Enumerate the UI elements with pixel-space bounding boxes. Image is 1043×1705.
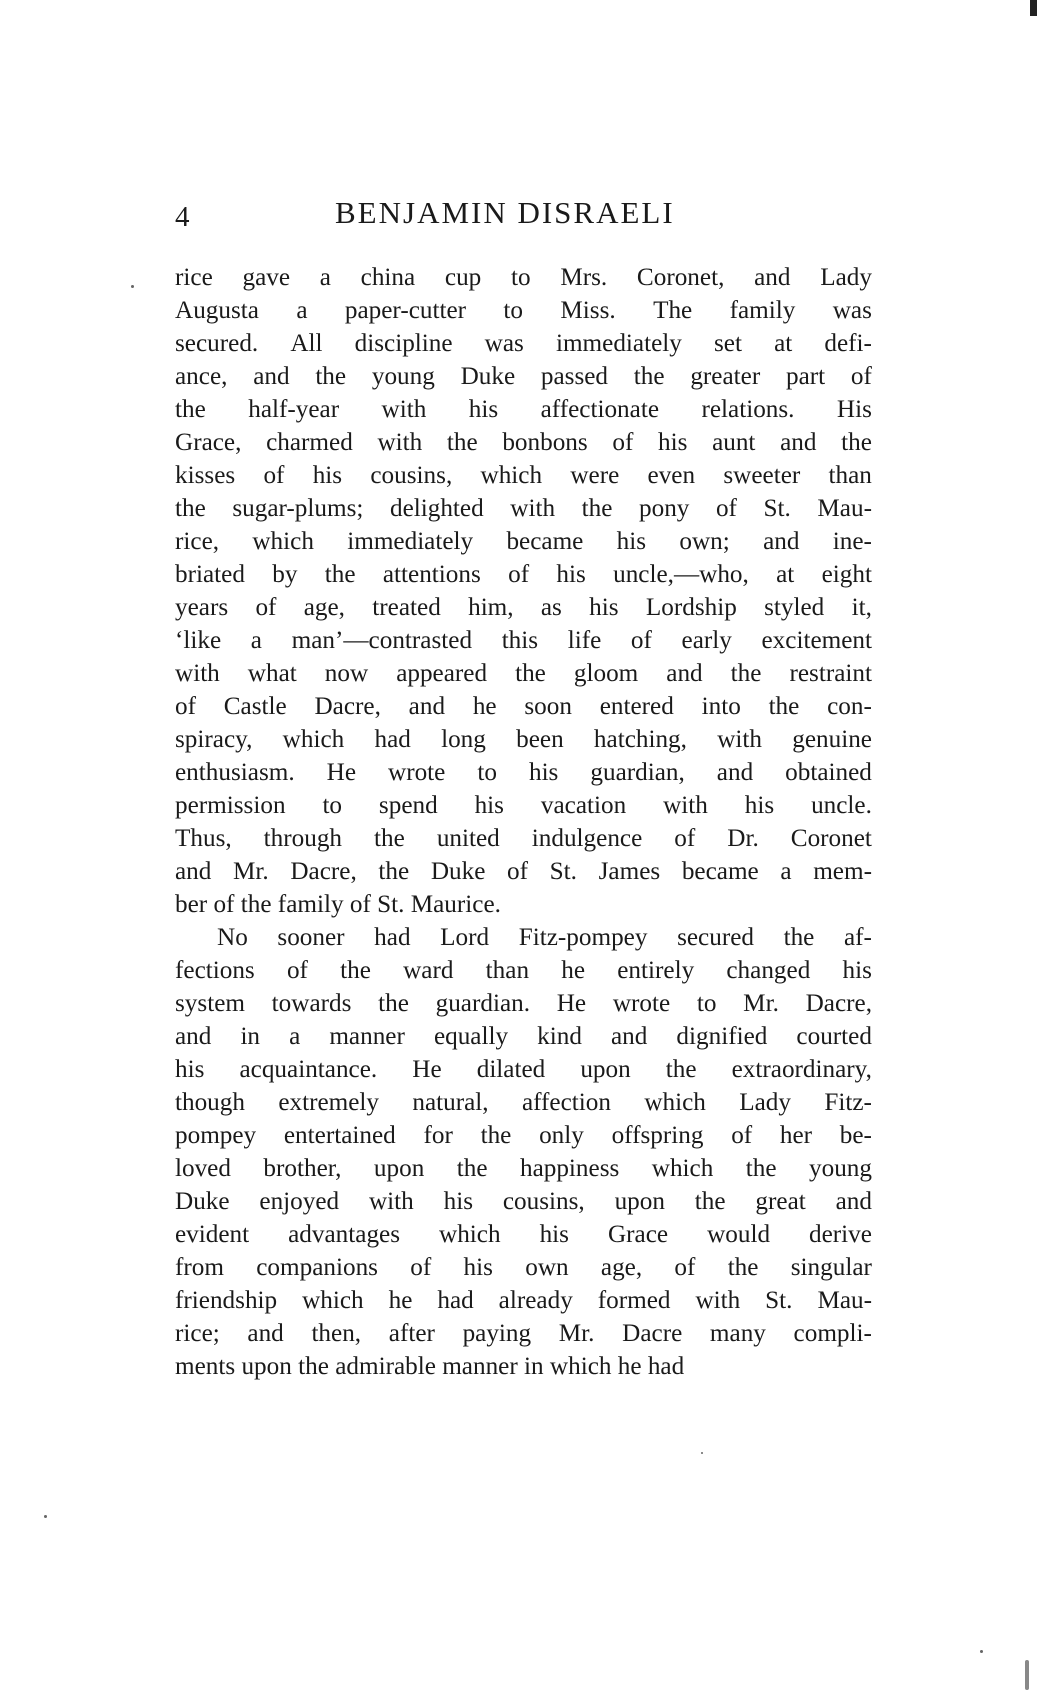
text-line: loved brother, upon the happiness which the young [175,1155,872,1182]
text-line: rice, which immediately became his own; and ine- [175,528,872,555]
text-line: pompey entertained for the only offspring of her be- [175,1122,872,1149]
text-line: secured. All discipline was immediately set at defi- [175,330,872,357]
text-line: ments upon the admirable manner in which he had [175,1353,685,1380]
scan-speck [701,1452,703,1454]
running-title: BENJAMIN DISRAELI [335,195,675,230]
text-line: ‘like a man’—contrasted this life of early excitement [175,627,872,654]
body-text [175,261,872,1383]
text-line: friendship which he had already formed with St. Mau- [175,1287,872,1314]
text-line: Duke enjoyed with his cousins, upon the great and [175,1188,872,1215]
text-line: ance, and the young Duke passed the greater part of [175,363,872,390]
text-line: Augusta a paper-cutter to Miss. The family was [175,297,872,324]
text-line: No sooner had Lord Fitz-pompey secured the af- [217,924,872,951]
text-line: permission to spend his vacation with his uncle. [175,792,872,819]
text-line: though extremely natural, affection which Lady Fitz- [175,1089,872,1116]
scan-speck [44,1515,47,1518]
text-line: and in a manner equally kind and dignified courted [175,1023,872,1050]
text-line: rice; and then, after paying Mr. Dacre many compli- [175,1320,872,1347]
text-line: system towards the guardian. He wrote to Mr. Dacre, [175,990,872,1017]
text-line: and Mr. Dacre, the Duke of St. James became a mem- [175,858,872,885]
page-number: 4 [175,201,190,233]
text-line: from companions of his own age, of the singular [175,1254,872,1281]
text-line: enthusiasm. He wrote to his guardian, and obtained [175,759,872,786]
text-line: the half-year with his affectionate relations. His [175,396,872,423]
text-line: his acquaintance. He dilated upon the extraordinary, [175,1056,872,1083]
text-line: ber of the family of St. Maurice. [175,891,501,918]
text-line: Grace, charmed with the bonbons of his aunt and the [175,429,872,456]
text-line: Thus, through the united indulgence of Dr. Coronet [175,825,872,852]
text-line: briated by the attentions of his uncle,—who, at eight [175,561,872,588]
text-line: years of age, treated him, as his Lordship styled it, [175,594,872,621]
paragraph [175,921,872,1383]
text-line: rice gave a china cup to Mrs. Coronet, and Lady [175,264,872,291]
text-line: spiracy, which had long been hatching, with genuine [175,726,872,753]
text-line: with what now appeared the gloom and the restraint [175,660,872,687]
scan-artifact [1030,0,1037,16]
text-line: the sugar-plums; delighted with the pony of St. Mau- [175,495,872,522]
scan-speck [980,1650,983,1653]
paragraph [175,261,872,921]
scan-speck [131,285,134,288]
text-line: fections of the ward than he entirely changed his [175,957,872,984]
text-line: evident advantages which his Grace would derive [175,1221,872,1248]
text-line: of Castle Dacre, and he soon entered into the con- [175,693,872,720]
scan-speck [1025,1660,1029,1690]
text-line: kisses of his cousins, which were even sweeter than [175,462,872,489]
